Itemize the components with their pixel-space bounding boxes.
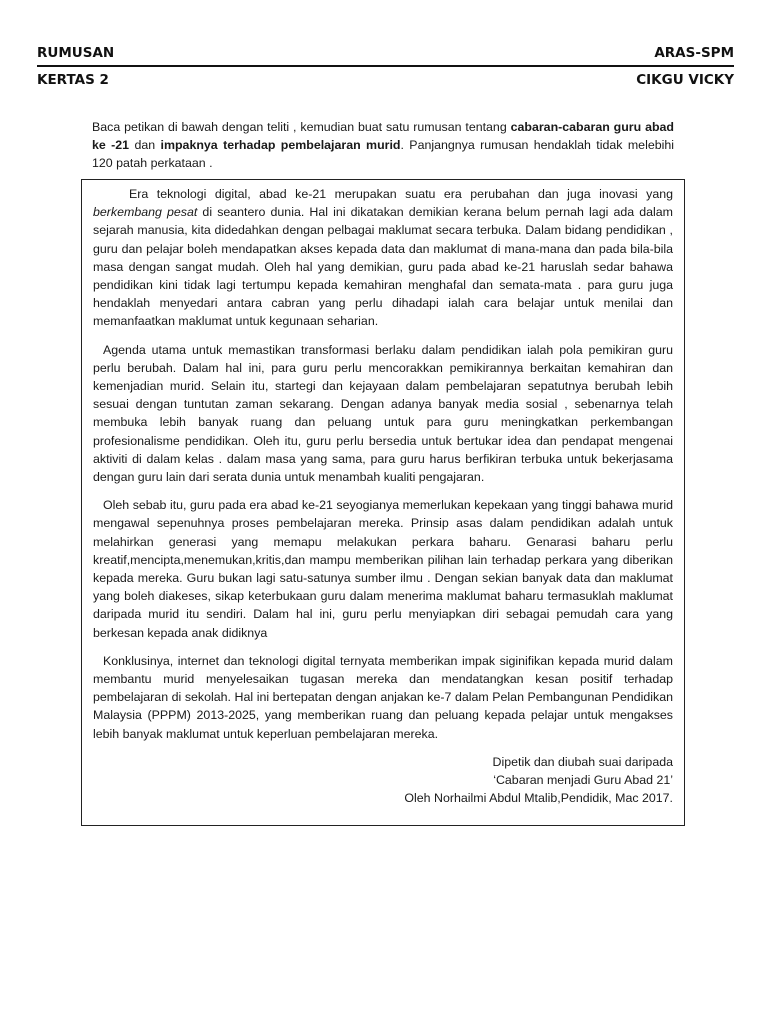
attribution-line: Dipetik dan diubah suai daripada (492, 754, 673, 769)
passage-paragraph-3: Oleh sebab itu, guru pada era abad ke-21 seyogianya memerlukan kepekaan yang tinggi bahawa murid mengawal sepenuhnya proses pembelajaran mereka. Prinsip asas dalam pendidikan adalah untuk melahirkan generasi yang memapu melakukan perkara baharu. Genarasi baharu perlu kreatif,mencipta,menemukan,kritis,dan mampu memberikan pilihan lain terhadap perkara yang diberikan kepada mereka. Guru bukan lagi satu-satunya sumber ilmu . Dengan sekian banyak data dan maklumat yang boleh diakeses, sikap keterbukaan guru dalam menerima maklumat baharu termasuklah maklumat daripada murid itu sendiri. Dalam hal ini, guru perlu menyiapkan diri sebagai pemudah cara yang berkesan kepada anak didiknya (93, 498, 673, 640)
header-title: RUMUSAN (37, 45, 115, 61)
header-paper: KERTAS 2 (37, 72, 109, 88)
attribution-line: Oleh Norhailmi Abdul Mtalib,Pendidik, Mac 2017. (404, 791, 673, 806)
instruction-part: . Panjangnya rumusan hendaklah tidak melebihi 120 patah perkataan . (92, 138, 675, 171)
paragraph-text: di seantero dunia. Hal ini dikatakan demikian kerana belum pernah lagi ada dalam sejarah manusia, kita didedahkan dengan pelbagai maklumat secara terbuka. Dalam bidang pendidikan , guru dan pelajar boleh mendapatkan akses kepada data dan maklumat di mana-mana dan pada bila-bila masa dengan sangat mudah. Oleh hal yang demikian, guru pada abad ke-21 haruslah sedar bahawa pendidikan kini tidak lagi tertumpu kepada kemahiran menghafal dan semata-mata . para guru juga hendaklah menyedari antara cabran yang perlu dihadapi ialah cara belajar untuk menilai dan memanfaatkan maklumat untuk kegunaan seharian. (93, 205, 673, 329)
header-author: CIKGU VICKY (636, 72, 734, 88)
source-attribution (93, 753, 673, 808)
header-bottom-row (37, 72, 734, 88)
instruction-text (92, 118, 674, 173)
header-divider (37, 65, 734, 67)
paragraph-text: Era teknologi digital, abad ke-21 merupakan suatu era perubahan dan juga inovasi yang (129, 187, 673, 201)
instruction-part: Baca petikan di bawah dengan teliti , kemudian buat satu rumusan tentang (92, 120, 511, 134)
attribution-line: ‘Cabaran menjadi Guru Abad 21’ (493, 773, 673, 788)
instruction-bold-topic: cabaran-cabaran guru abad ke -21 (92, 120, 674, 153)
instruction-bold-impact: impaknya terhadap pembelajaran murid (160, 138, 401, 153)
header-top-row (37, 45, 734, 61)
paragraph-italic-text: berkembang pesat (93, 205, 198, 220)
passage-paragraph-2: Agenda utama untuk memastikan transformasi berlaku dalam pendidikan ialah pola pemikiran guru perlu berubah. Dalam hal ini, para guru perlu mencorakkan pemikirannya berkaitan kemahiran dan kemenjadian murid. Selain itu, startegi dan kejayaan dalam pembelajaran sepatutnya berubah lebih sesuai dengan tuntutan zaman sekarang. Dengan adanya banyak media sosial , sebenarnya telah membuka lebih banyak ruang dan peluang untuk para guru meningkatkan perkembangan profesionalisme pendidikan. Oleh itu, guru perlu bersedia untuk bertukar idea dan pendapat mengenai aktiviti di dalam kelas . dalam masa yang sama, para guru harus berfikiran terbuka untuk bekerjasama dengan guru lain dari serata dunia untuk menambah kualiti pengajaran. (93, 342, 673, 485)
header-level: ARAS-SPM (654, 45, 734, 61)
instruction-part: dan (129, 138, 161, 153)
passage-paragraph-4: Konklusinya, internet dan teknologi digital ternyata memberikan impak siginifikan kepada murid dalam membantu murid menyelesaikan tugasan mereka dan mendatangkan kesan positif terhadap pembelajaran di sekolah. Hal ini bertepatan dengan anjakan ke-7 dalam Pelan Pembangunan Pendidikan Malaysia (PPPM) 2013-2025, yang memberikan ruang dan peluang kepada pelajar untuk mengakses lebih banyak maklumat untuk keperluan pembelajaran mereka. (93, 653, 673, 741)
passage-box (81, 179, 685, 826)
passage-paragraph-1 (93, 185, 673, 331)
